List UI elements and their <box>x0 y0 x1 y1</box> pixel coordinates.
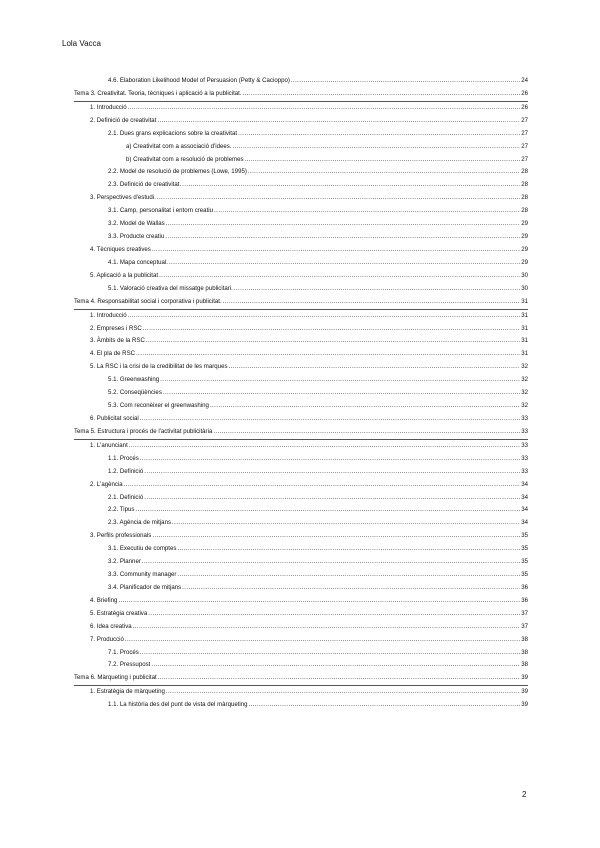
toc-entry[interactable] <box>74 530 528 543</box>
toc-entry[interactable] <box>74 400 528 413</box>
toc-entry-title: 3. Àmbits de la RSC <box>90 337 145 345</box>
toc-dot-leader <box>238 128 520 141</box>
toc-entry-title: 5. Estratègia creativa <box>90 609 148 617</box>
toc-entry[interactable] <box>74 453 528 466</box>
toc-entry-title: 5.1. Valoració creativa del missatge publicitari. <box>108 284 233 292</box>
toc-dot-leader <box>125 634 520 647</box>
toc-entry-title: 7.1. Procés <box>108 648 139 656</box>
toc-entry[interactable] <box>74 479 528 492</box>
toc-entry-title: 4.1. Mapa conceptual. <box>108 258 168 266</box>
toc-entry[interactable] <box>74 517 528 530</box>
toc-entry-page: 34 <box>521 519 528 527</box>
toc-entry[interactable] <box>74 310 528 323</box>
toc-entry-page: 38 <box>521 648 528 656</box>
table-of-contents <box>74 75 528 712</box>
toc-dot-leader <box>166 686 520 699</box>
toc-dot-leader <box>152 530 520 543</box>
toc-entry[interactable] <box>74 413 528 426</box>
toc-entry[interactable] <box>74 244 528 257</box>
toc-entry[interactable] <box>74 270 528 283</box>
toc-dot-leader <box>182 179 520 192</box>
toc-entry-page: 35 <box>521 545 528 553</box>
toc-dot-leader <box>229 361 521 374</box>
toc-entry[interactable] <box>74 504 528 517</box>
toc-entry[interactable] <box>74 154 528 167</box>
toc-entry-title: 2.2. Tipus <box>108 506 135 514</box>
toc-dot-leader <box>146 335 520 348</box>
toc-dot-leader <box>144 466 520 479</box>
toc-entry-title: Tema 4. Responsabilitat social i corporativa i publicitat. <box>74 297 222 305</box>
toc-entry-title: 3.2. Model de Wallas <box>108 220 165 228</box>
toc-entry[interactable] <box>74 192 528 205</box>
toc-dot-leader <box>213 426 520 439</box>
toc-entry-title: 2.2. Model de resolució de problemes (Lowe, 1995) <box>108 168 247 176</box>
toc-entry-title: 1. Estratègia de màrqueting <box>90 688 165 696</box>
toc-entry-page: 27 <box>521 116 528 124</box>
toc-entry[interactable] <box>74 426 528 440</box>
toc-entry[interactable] <box>74 466 528 479</box>
toc-entry-page: 28 <box>521 181 528 189</box>
toc-dot-leader <box>248 166 520 179</box>
toc-entry-title: 6. Publicitat social <box>90 414 139 422</box>
toc-entry[interactable] <box>74 205 528 218</box>
toc-entry-page: 33 <box>521 414 528 422</box>
toc-dot-leader <box>249 699 521 712</box>
toc-entry-title: 1. Introducció <box>90 311 127 319</box>
toc-entry-title: 2. Definició de creativitat <box>90 116 157 124</box>
toc-entry-title: 4. Tècniques creatives <box>90 245 151 253</box>
toc-entry-title: 4. Briefing <box>90 596 118 604</box>
toc-dot-leader <box>169 257 520 270</box>
toc-dot-leader <box>118 595 520 608</box>
toc-entry[interactable] <box>74 686 528 699</box>
toc-entry[interactable] <box>74 634 528 647</box>
toc-entry-title: 2.3. Agència de mitjans <box>108 519 172 527</box>
toc-entry-title: Tema 3. Creativitat. Teoria, tècniques i aplicació a la publicitat. <box>74 89 242 97</box>
toc-dot-leader <box>140 413 520 426</box>
toc-entry-page: 31 <box>521 350 528 358</box>
toc-entry-page: 34 <box>521 480 528 488</box>
toc-entry-page: 27 <box>521 129 528 137</box>
toc-entry[interactable] <box>74 296 528 310</box>
toc-entry-title: 3.3. Community manager <box>108 571 177 579</box>
toc-entry-page: 33 <box>521 427 528 435</box>
toc-entry[interactable] <box>74 440 528 453</box>
toc-entry-title: 3. Perfils professionals <box>90 532 152 540</box>
toc-entry[interactable] <box>74 323 528 336</box>
toc-dot-leader <box>140 453 520 466</box>
toc-entry-page: 28 <box>521 207 528 215</box>
toc-entry[interactable] <box>74 595 528 608</box>
toc-entry-page: 38 <box>521 661 528 669</box>
toc-entry[interactable] <box>74 218 528 231</box>
toc-entry-title: 5.1. Greenwashing <box>108 376 160 384</box>
toc-dot-leader <box>148 608 520 621</box>
toc-entry-page: 31 <box>521 311 528 319</box>
toc-entry-page: 32 <box>521 376 528 384</box>
toc-entry-page: 33 <box>521 467 528 475</box>
toc-entry-title: 5.3. Com reconèixer el greenwashing <box>108 402 209 410</box>
toc-dot-leader <box>136 348 520 361</box>
toc-entry[interactable] <box>74 582 528 595</box>
toc-dot-leader <box>124 479 521 492</box>
toc-entry-page: 39 <box>521 701 528 709</box>
toc-entry-page: 31 <box>521 337 528 345</box>
toc-entry-page: 31 <box>521 324 528 332</box>
toc-entry-title: 4. El pla de RSC <box>90 350 136 358</box>
toc-dot-leader <box>142 556 520 569</box>
toc-dot-leader <box>158 672 521 685</box>
toc-dot-leader <box>223 296 521 309</box>
toc-entry-page: 26 <box>521 89 528 97</box>
toc-entry-title: 3.3. Producte creatiu <box>108 233 165 241</box>
toc-dot-leader <box>234 283 520 296</box>
toc-entry-page: 29 <box>521 258 528 266</box>
toc-dot-leader <box>214 205 520 218</box>
toc-dot-leader <box>182 582 520 595</box>
toc-entry-page: 32 <box>521 363 528 371</box>
toc-entry-page: 33 <box>521 441 528 449</box>
toc-entry-page: 26 <box>521 103 528 111</box>
toc-entry-page: 34 <box>521 506 528 514</box>
toc-dot-leader <box>166 218 521 231</box>
toc-entry[interactable] <box>74 231 528 244</box>
toc-entry[interactable] <box>74 608 528 621</box>
toc-entry-title: b) Creativitat com a resolució de problemes <box>126 155 244 163</box>
toc-entry-title: Tema 6. Màrqueting i publicitat <box>74 674 157 682</box>
toc-entry-page: 27 <box>521 155 528 163</box>
toc-entry-page: 39 <box>521 688 528 696</box>
toc-entry[interactable] <box>74 543 528 556</box>
toc-dot-leader <box>177 569 520 582</box>
toc-entry-page: 24 <box>521 77 528 84</box>
toc-entry[interactable] <box>74 672 528 686</box>
toc-entry-page: 38 <box>521 635 528 643</box>
toc-entry[interactable] <box>74 621 528 634</box>
toc-entry-title: 1.1. La història des del punt de vista del màrqueting <box>108 701 248 709</box>
toc-dot-leader <box>152 244 520 257</box>
toc-entry-page: 28 <box>521 194 528 202</box>
toc-entry-page: 27 <box>521 142 528 150</box>
toc-entry-page: 29 <box>521 245 528 253</box>
toc-entry-page: 32 <box>521 389 528 397</box>
toc-dot-leader <box>165 231 520 244</box>
toc-dot-leader <box>157 115 520 128</box>
toc-entry-title: 2.3. Definició de creativitat. <box>108 181 182 189</box>
toc-entry[interactable] <box>74 75 528 88</box>
toc-entry[interactable] <box>74 361 528 374</box>
toc-dot-leader <box>135 504 520 517</box>
toc-entry-title: 6. Idea creativa <box>90 622 132 630</box>
page-number: 2 <box>522 790 527 799</box>
toc-dot-leader <box>160 374 520 387</box>
toc-dot-leader <box>128 102 521 115</box>
toc-entry-page: 35 <box>521 571 528 579</box>
toc-dot-leader <box>143 323 520 336</box>
toc-entry-title: 2. L'agència <box>90 480 123 488</box>
toc-dot-leader <box>159 270 520 283</box>
toc-entry-page: 35 <box>521 532 528 540</box>
toc-dot-leader <box>128 310 521 323</box>
toc-dot-leader <box>177 543 520 556</box>
toc-entry[interactable] <box>74 492 528 505</box>
toc-dot-leader <box>210 400 520 413</box>
toc-entry-title: 5.2. Conseqüències <box>108 389 162 397</box>
toc-entry-title: 2.1. Dues grans explicacions sobre la creativitat <box>108 129 238 137</box>
toc-entry-title: 3.1. Camp, personalitat i entorn creatiu <box>108 207 214 215</box>
toc-entry[interactable] <box>74 257 528 270</box>
toc-entry-title: 1.1. Procés <box>108 454 139 462</box>
toc-entry[interactable] <box>74 348 528 361</box>
toc-entry[interactable] <box>74 647 528 660</box>
toc-dot-leader <box>140 647 520 660</box>
toc-entry[interactable] <box>74 179 528 192</box>
toc-entry-page: 30 <box>521 271 528 279</box>
toc-entry-title: 7. Producció <box>90 635 124 643</box>
toc-dot-leader <box>163 387 520 400</box>
toc-entry-page: 33 <box>521 454 528 462</box>
toc-entry[interactable] <box>74 115 528 128</box>
toc-entry-page: 34 <box>521 493 528 501</box>
toc-entry-title: 7.2. Pressupost <box>108 661 151 669</box>
running-header-author: Lola Vacca <box>62 39 101 48</box>
toc-entry-page: 31 <box>521 297 528 305</box>
toc-entry[interactable] <box>74 102 528 115</box>
toc-entry-title: 5. La RSC i la crisi de la credibilitat de les marques <box>90 363 228 371</box>
toc-entry-page: 29 <box>521 233 528 241</box>
toc-entry[interactable] <box>74 88 528 102</box>
toc-entry-page: 35 <box>521 558 528 566</box>
toc-entry-title: 3.2. Planner <box>108 558 141 566</box>
toc-dot-leader <box>291 75 520 88</box>
toc-entry[interactable] <box>74 166 528 179</box>
toc-entry-page: 28 <box>521 168 528 176</box>
toc-dot-leader <box>232 141 520 154</box>
toc-dot-leader <box>157 192 520 205</box>
toc-dot-leader <box>129 440 520 453</box>
toc-entry[interactable] <box>74 556 528 569</box>
toc-entry-page: 37 <box>521 622 528 630</box>
toc-entry-title: 5. Aplicació a la publicitat <box>90 271 159 279</box>
toc-dot-leader <box>133 621 521 634</box>
toc-entry-page: 39 <box>521 674 528 682</box>
toc-entry-title: 4.6. Elaboration Likelihood Model of Persuasion (Petty & Cacioppo) <box>108 77 290 84</box>
toc-entry-page: 36 <box>521 596 528 604</box>
toc-dot-leader <box>245 154 521 167</box>
toc-entry-title: 2.1. Definició <box>108 493 144 501</box>
toc-entry[interactable] <box>74 569 528 582</box>
toc-dot-leader <box>151 659 520 672</box>
toc-entry[interactable] <box>74 141 528 154</box>
toc-entry-page: 32 <box>521 402 528 410</box>
toc-entry-title: a) Creativitat com a associació d'idees. <box>126 142 232 150</box>
toc-dot-leader <box>144 492 520 505</box>
toc-entry-title: 3.1. Executiu de comptes <box>108 545 177 553</box>
toc-entry-title: 3. Perspectives d'estudi. <box>90 194 156 202</box>
toc-dot-leader <box>243 88 521 101</box>
toc-entry-title: 3.4. Planificador de mitjans <box>108 583 182 591</box>
toc-entry[interactable] <box>74 374 528 387</box>
toc-entry[interactable] <box>74 387 528 400</box>
toc-entry-page: 37 <box>521 609 528 617</box>
toc-entry[interactable] <box>74 659 528 672</box>
toc-entry-page: 29 <box>521 220 528 228</box>
toc-entry-page: 36 <box>521 583 528 591</box>
toc-entry[interactable] <box>74 335 528 348</box>
toc-dot-leader <box>172 517 520 530</box>
toc-entry[interactable] <box>74 699 528 712</box>
toc-entry-title: 1. Introducció <box>90 103 127 111</box>
toc-entry-page: 30 <box>521 284 528 292</box>
toc-entry-title: 2. Empreses i RSC <box>90 324 142 332</box>
toc-entry[interactable] <box>74 128 528 141</box>
toc-entry-title: 1.2. Definició <box>108 467 144 475</box>
toc-entry[interactable] <box>74 283 528 296</box>
toc-entry-title: Tema 5. Estructura i procés de l'activitat publicitària <box>74 427 213 435</box>
toc-entry-title: 1. L'anunciant <box>90 441 128 449</box>
